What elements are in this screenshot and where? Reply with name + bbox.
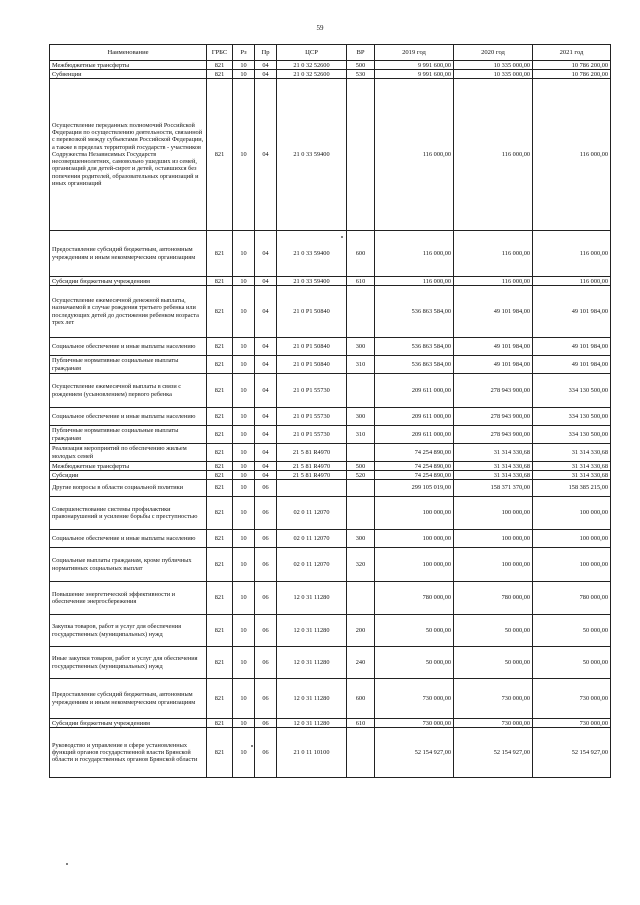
row-pr: 04 xyxy=(255,356,277,374)
table-row xyxy=(50,471,611,480)
row-rz: 10 xyxy=(233,70,255,79)
row-amount-2019: 730 000,00 xyxy=(375,719,454,728)
row-csr: 21 0 P1 55730 xyxy=(277,426,347,444)
table-row xyxy=(50,728,611,778)
row-pr: 04 xyxy=(255,374,277,408)
header-grbs: ГРБС xyxy=(207,45,233,61)
row-pr: 04 xyxy=(255,408,277,426)
row-pr: 06 xyxy=(255,728,277,778)
row-rz: 10 xyxy=(233,231,255,277)
row-amount-2020: 780 000,00 xyxy=(454,582,533,615)
row-rz: 10 xyxy=(233,79,255,231)
row-amount-2020: 31 314 330,68 xyxy=(454,462,533,471)
row-csr: 12 0 31 11280 xyxy=(277,679,347,719)
row-amount-2020: 730 000,00 xyxy=(454,719,533,728)
row-amount-2021: 100 000,00 xyxy=(533,497,611,530)
row-amount-2019: 100 000,00 xyxy=(375,497,454,530)
header-2019: 2019 год xyxy=(375,45,454,61)
row-vr: 310 xyxy=(347,356,375,374)
row-rz: 10 xyxy=(233,719,255,728)
row-rz: 10 xyxy=(233,338,255,356)
row-rz: 10 xyxy=(233,286,255,338)
row-pr: 04 xyxy=(255,70,277,79)
row-amount-2021: 50 000,00 xyxy=(533,647,611,679)
row-pr: 04 xyxy=(255,61,277,70)
row-name: Иные закупки товаров, работ и услуг для обеспечения государственных (муниципальных) нужд xyxy=(50,647,207,679)
row-vr xyxy=(347,582,375,615)
row-name: Публичные нормативные социальные выплаты гражданам xyxy=(50,426,207,444)
row-pr: 04 xyxy=(255,338,277,356)
table-row xyxy=(50,647,611,679)
row-amount-2021: 334 130 500,00 xyxy=(533,426,611,444)
row-rz: 10 xyxy=(233,426,255,444)
row-amount-2020: 278 943 900,00 xyxy=(454,426,533,444)
row-vr: 320 xyxy=(347,548,375,582)
row-amount-2021: 334 130 500,00 xyxy=(533,408,611,426)
row-amount-2020: 158 371 370,00 xyxy=(454,480,533,497)
row-name: Социальное обеспечение и иные выплаты населению xyxy=(50,530,207,548)
row-vr xyxy=(347,728,375,778)
row-rz: 10 xyxy=(233,462,255,471)
row-vr xyxy=(347,79,375,231)
row-amount-2020: 50 000,00 xyxy=(454,647,533,679)
row-pr: 04 xyxy=(255,286,277,338)
row-name: Субвенции xyxy=(50,70,207,79)
row-csr: 12 0 31 11280 xyxy=(277,647,347,679)
row-csr: 02 0 11 12070 xyxy=(277,548,347,582)
table-row xyxy=(50,548,611,582)
table-row xyxy=(50,79,611,231)
row-amount-2020: 278 943 900,00 xyxy=(454,408,533,426)
row-amount-2019: 116 000,00 xyxy=(375,277,454,286)
row-rz: 10 xyxy=(233,61,255,70)
table-row xyxy=(50,231,611,277)
row-rz: 10 xyxy=(233,615,255,647)
row-amount-2020: 49 101 984,00 xyxy=(454,356,533,374)
row-grbs: 821 xyxy=(207,679,233,719)
row-vr: 300 xyxy=(347,338,375,356)
row-rz: 10 xyxy=(233,444,255,462)
row-csr: 12 0 31 11280 xyxy=(277,615,347,647)
row-name: Субсидии бюджетным учреждениям xyxy=(50,277,207,286)
header-csr: ЦСР xyxy=(277,45,347,61)
row-amount-2019: 536 863 584,00 xyxy=(375,286,454,338)
row-amount-2019: 74 254 890,00 xyxy=(375,471,454,480)
row-amount-2021: 116 000,00 xyxy=(533,277,611,286)
row-amount-2021: 116 000,00 xyxy=(533,79,611,231)
table-row xyxy=(50,277,611,286)
row-amount-2021: 49 101 984,00 xyxy=(533,338,611,356)
row-amount-2021: 10 786 200,00 xyxy=(533,70,611,79)
row-amount-2019: 9 991 600,00 xyxy=(375,61,454,70)
row-amount-2021: 10 786 200,00 xyxy=(533,61,611,70)
row-name: Руководство и управление в сфере установленных функций органов государственной власти Брянской области и государственных органов Брянской области xyxy=(50,728,207,778)
row-vr: 300 xyxy=(347,408,375,426)
row-amount-2020: 50 000,00 xyxy=(454,615,533,647)
row-csr: 21 0 33 59400 xyxy=(277,231,347,277)
row-vr: 610 xyxy=(347,719,375,728)
table-row xyxy=(50,480,611,497)
row-amount-2021: 49 101 984,00 xyxy=(533,286,611,338)
row-grbs: 821 xyxy=(207,374,233,408)
row-vr: 200 xyxy=(347,615,375,647)
row-amount-2020: 116 000,00 xyxy=(454,231,533,277)
row-pr: 06 xyxy=(255,497,277,530)
row-csr xyxy=(277,480,347,497)
header-2021: 2021 год xyxy=(533,45,611,61)
row-amount-2019: 52 154 927,00 xyxy=(375,728,454,778)
row-name: Социальное обеспечение и иные выплаты населению xyxy=(50,408,207,426)
row-name: Совершенствование системы профилактики правонарушений и усиление борьбы с преступностью xyxy=(50,497,207,530)
row-csr: 02 0 11 12070 xyxy=(277,497,347,530)
row-amount-2020: 278 943 900,00 xyxy=(454,374,533,408)
row-amount-2021: 730 000,00 xyxy=(533,679,611,719)
row-name: Закупка товаров, работ и услуг для обеспечения государственных (муниципальных) нужд xyxy=(50,615,207,647)
row-amount-2020: 49 101 984,00 xyxy=(454,338,533,356)
row-pr: 06 xyxy=(255,647,277,679)
row-name: Публичные нормативные социальные выплаты гражданам xyxy=(50,356,207,374)
row-csr: 21 0 33 59400 xyxy=(277,277,347,286)
row-amount-2021: 334 130 500,00 xyxy=(533,374,611,408)
row-amount-2019: 209 611 000,00 xyxy=(375,408,454,426)
row-amount-2020: 100 000,00 xyxy=(454,497,533,530)
header-name: Наименование xyxy=(50,45,207,61)
table-row xyxy=(50,61,611,70)
row-name: Реализация мероприятий по обеспечению жильем молодых семей xyxy=(50,444,207,462)
row-csr: 21 5 81 R4970 xyxy=(277,462,347,471)
row-amount-2021: 100 000,00 xyxy=(533,530,611,548)
row-vr xyxy=(347,286,375,338)
row-pr: 06 xyxy=(255,582,277,615)
table-row xyxy=(50,679,611,719)
row-vr: 610 xyxy=(347,277,375,286)
table-row xyxy=(50,356,611,374)
row-grbs: 821 xyxy=(207,582,233,615)
row-name: Другие вопросы в области социальной политики xyxy=(50,480,207,497)
row-csr: 21 0 32 52600 xyxy=(277,61,347,70)
row-name: Осуществление переданных полномочий Российской Федерации по осуществлению деятельности, связанной с перевозкой между субъектами Российской Федерации, а также в пределах территорий государств - участников Содружества Независимых Государств несовершеннолетних, самовольно ушедших из семей, организаций для детей-сирот и детей, оставшихся без попечения родителей, образовательных организаций и иных организаций xyxy=(50,79,207,231)
row-amount-2020: 31 314 330,68 xyxy=(454,444,533,462)
row-amount-2020: 10 335 000,00 xyxy=(454,61,533,70)
row-amount-2021: 52 154 927,00 xyxy=(533,728,611,778)
row-amount-2019: 74 254 890,00 xyxy=(375,462,454,471)
row-rz: 10 xyxy=(233,356,255,374)
row-pr: 04 xyxy=(255,444,277,462)
row-grbs: 821 xyxy=(207,719,233,728)
row-grbs: 821 xyxy=(207,444,233,462)
table-row xyxy=(50,408,611,426)
row-csr: 21 0 P1 50840 xyxy=(277,338,347,356)
row-amount-2021: 158 385 215,00 xyxy=(533,480,611,497)
row-csr: 02 0 11 12070 xyxy=(277,530,347,548)
table-row xyxy=(50,426,611,444)
table-row xyxy=(50,615,611,647)
row-grbs: 821 xyxy=(207,530,233,548)
row-amount-2020: 116 000,00 xyxy=(454,79,533,231)
row-vr: 310 xyxy=(347,426,375,444)
row-amount-2021: 50 000,00 xyxy=(533,615,611,647)
row-vr: 600 xyxy=(347,679,375,719)
row-amount-2021: 31 314 330,68 xyxy=(533,444,611,462)
scan-speck xyxy=(251,745,253,747)
row-name: Субсидии бюджетным учреждениям xyxy=(50,719,207,728)
row-name: Предоставление субсидий бюджетным, автономным учреждениям и иным некоммерческим организациям xyxy=(50,231,207,277)
row-pr: 04 xyxy=(255,231,277,277)
row-amount-2019: 299 105 019,00 xyxy=(375,480,454,497)
row-grbs: 821 xyxy=(207,286,233,338)
row-grbs: 821 xyxy=(207,480,233,497)
row-rz: 10 xyxy=(233,728,255,778)
row-grbs: 821 xyxy=(207,471,233,480)
row-pr: 06 xyxy=(255,548,277,582)
row-rz: 10 xyxy=(233,471,255,480)
row-name: Социальное обеспечение и иные выплаты населению xyxy=(50,338,207,356)
row-amount-2020: 116 000,00 xyxy=(454,277,533,286)
row-vr xyxy=(347,497,375,530)
row-grbs: 821 xyxy=(207,426,233,444)
table-row xyxy=(50,338,611,356)
table-row xyxy=(50,497,611,530)
row-amount-2021: 31 314 330,68 xyxy=(533,471,611,480)
row-pr: 04 xyxy=(255,471,277,480)
table-row xyxy=(50,530,611,548)
row-amount-2019: 50 000,00 xyxy=(375,615,454,647)
row-amount-2019: 209 611 000,00 xyxy=(375,374,454,408)
row-csr: 21 0 P1 55730 xyxy=(277,374,347,408)
row-grbs: 821 xyxy=(207,728,233,778)
row-amount-2020: 49 101 984,00 xyxy=(454,286,533,338)
row-rz: 10 xyxy=(233,374,255,408)
row-csr: 21 5 81 R4970 xyxy=(277,471,347,480)
row-amount-2019: 209 611 000,00 xyxy=(375,426,454,444)
row-grbs: 821 xyxy=(207,356,233,374)
table-body xyxy=(50,61,611,778)
header-rz: Рз xyxy=(233,45,255,61)
table-row xyxy=(50,70,611,79)
table-row xyxy=(50,462,611,471)
row-grbs: 821 xyxy=(207,408,233,426)
row-vr: 300 xyxy=(347,530,375,548)
row-rz: 10 xyxy=(233,647,255,679)
row-vr xyxy=(347,444,375,462)
row-csr: 21 5 81 R4970 xyxy=(277,444,347,462)
header-pr: Пр xyxy=(255,45,277,61)
row-grbs: 821 xyxy=(207,615,233,647)
row-amount-2021: 780 000,00 xyxy=(533,582,611,615)
row-name: Межбюджетные трансферты xyxy=(50,61,207,70)
scan-speck xyxy=(341,236,343,238)
row-pr: 04 xyxy=(255,426,277,444)
row-vr: 500 xyxy=(347,462,375,471)
scan-speck xyxy=(66,863,68,865)
row-amount-2020: 100 000,00 xyxy=(454,548,533,582)
row-csr: 21 0 P1 50840 xyxy=(277,356,347,374)
table-row xyxy=(50,374,611,408)
row-csr: 21 0 P1 55730 xyxy=(277,408,347,426)
row-rz: 10 xyxy=(233,480,255,497)
row-amount-2020: 10 335 000,00 xyxy=(454,70,533,79)
header-2020: 2020 год xyxy=(454,45,533,61)
row-amount-2019: 9 991 600,00 xyxy=(375,70,454,79)
table-row xyxy=(50,719,611,728)
row-vr: 500 xyxy=(347,61,375,70)
page-number: 59 xyxy=(316,24,324,32)
row-name: Осуществление ежемесячной денежной выплаты, назначаемой в случае рождения третьего ребенка или последующих детей до достижения ребенком возраста трех лет xyxy=(50,286,207,338)
row-amount-2021: 100 000,00 xyxy=(533,548,611,582)
row-amount-2019: 50 000,00 xyxy=(375,647,454,679)
row-amount-2020: 52 154 927,00 xyxy=(454,728,533,778)
row-rz: 10 xyxy=(233,530,255,548)
row-grbs: 821 xyxy=(207,462,233,471)
row-pr: 04 xyxy=(255,79,277,231)
row-pr: 06 xyxy=(255,615,277,647)
row-rz: 10 xyxy=(233,277,255,286)
row-name: Субсидии xyxy=(50,471,207,480)
row-amount-2019: 730 000,00 xyxy=(375,679,454,719)
row-amount-2019: 116 000,00 xyxy=(375,79,454,231)
row-name: Повышение энергетической эффективности и обеспечение энергосбережения xyxy=(50,582,207,615)
header-vr: ВР xyxy=(347,45,375,61)
row-pr: 04 xyxy=(255,462,277,471)
row-amount-2020: 730 000,00 xyxy=(454,679,533,719)
row-grbs: 821 xyxy=(207,79,233,231)
row-amount-2021: 730 000,00 xyxy=(533,719,611,728)
row-vr xyxy=(347,480,375,497)
row-grbs: 821 xyxy=(207,497,233,530)
row-csr: 21 0 P1 50840 xyxy=(277,286,347,338)
row-csr: 21 0 11 10100 xyxy=(277,728,347,778)
row-pr: 06 xyxy=(255,679,277,719)
row-amount-2021: 31 314 330,68 xyxy=(533,462,611,471)
row-vr: 600 xyxy=(347,231,375,277)
row-amount-2019: 74 254 890,00 xyxy=(375,444,454,462)
row-amount-2019: 100 000,00 xyxy=(375,530,454,548)
row-pr: 06 xyxy=(255,530,277,548)
table-row xyxy=(50,582,611,615)
row-amount-2019: 116 000,00 xyxy=(375,231,454,277)
row-amount-2019: 536 863 584,00 xyxy=(375,356,454,374)
row-pr: 04 xyxy=(255,277,277,286)
table-header-row xyxy=(50,45,611,61)
row-grbs: 821 xyxy=(207,338,233,356)
row-rz: 10 xyxy=(233,497,255,530)
row-rz: 10 xyxy=(233,679,255,719)
row-pr: 06 xyxy=(255,480,277,497)
row-pr: 06 xyxy=(255,719,277,728)
row-amount-2021: 49 101 984,00 xyxy=(533,356,611,374)
row-grbs: 821 xyxy=(207,231,233,277)
row-rz: 10 xyxy=(233,408,255,426)
row-amount-2019: 780 000,00 xyxy=(375,582,454,615)
row-grbs: 821 xyxy=(207,61,233,70)
row-vr: 240 xyxy=(347,647,375,679)
row-vr: 530 xyxy=(347,70,375,79)
row-name: Предоставление субсидий бюджетным, автономным учреждениям и иным некоммерческим организациям xyxy=(50,679,207,719)
row-amount-2021: 116 000,00 xyxy=(533,231,611,277)
budget-table xyxy=(49,44,611,778)
row-amount-2019: 536 863 584,00 xyxy=(375,338,454,356)
row-amount-2020: 100 000,00 xyxy=(454,530,533,548)
row-csr: 21 0 32 52600 xyxy=(277,70,347,79)
row-name: Осуществление ежемесячной выплаты в связи с рождением (усыновлением) первого ребенка xyxy=(50,374,207,408)
row-csr: 21 0 33 59400 xyxy=(277,79,347,231)
table-row xyxy=(50,286,611,338)
row-vr xyxy=(347,374,375,408)
row-grbs: 821 xyxy=(207,70,233,79)
row-csr: 12 0 31 11280 xyxy=(277,582,347,615)
row-name: Социальные выплаты гражданам, кроме публичных нормативных социальных выплат xyxy=(50,548,207,582)
table-row xyxy=(50,444,611,462)
row-vr: 520 xyxy=(347,471,375,480)
row-amount-2020: 31 314 330,68 xyxy=(454,471,533,480)
row-rz: 10 xyxy=(233,548,255,582)
row-grbs: 821 xyxy=(207,647,233,679)
row-amount-2019: 100 000,00 xyxy=(375,548,454,582)
row-name: Межбюджетные трансферты xyxy=(50,462,207,471)
row-grbs: 821 xyxy=(207,277,233,286)
row-grbs: 821 xyxy=(207,548,233,582)
row-csr: 12 0 31 11280 xyxy=(277,719,347,728)
row-rz: 10 xyxy=(233,582,255,615)
